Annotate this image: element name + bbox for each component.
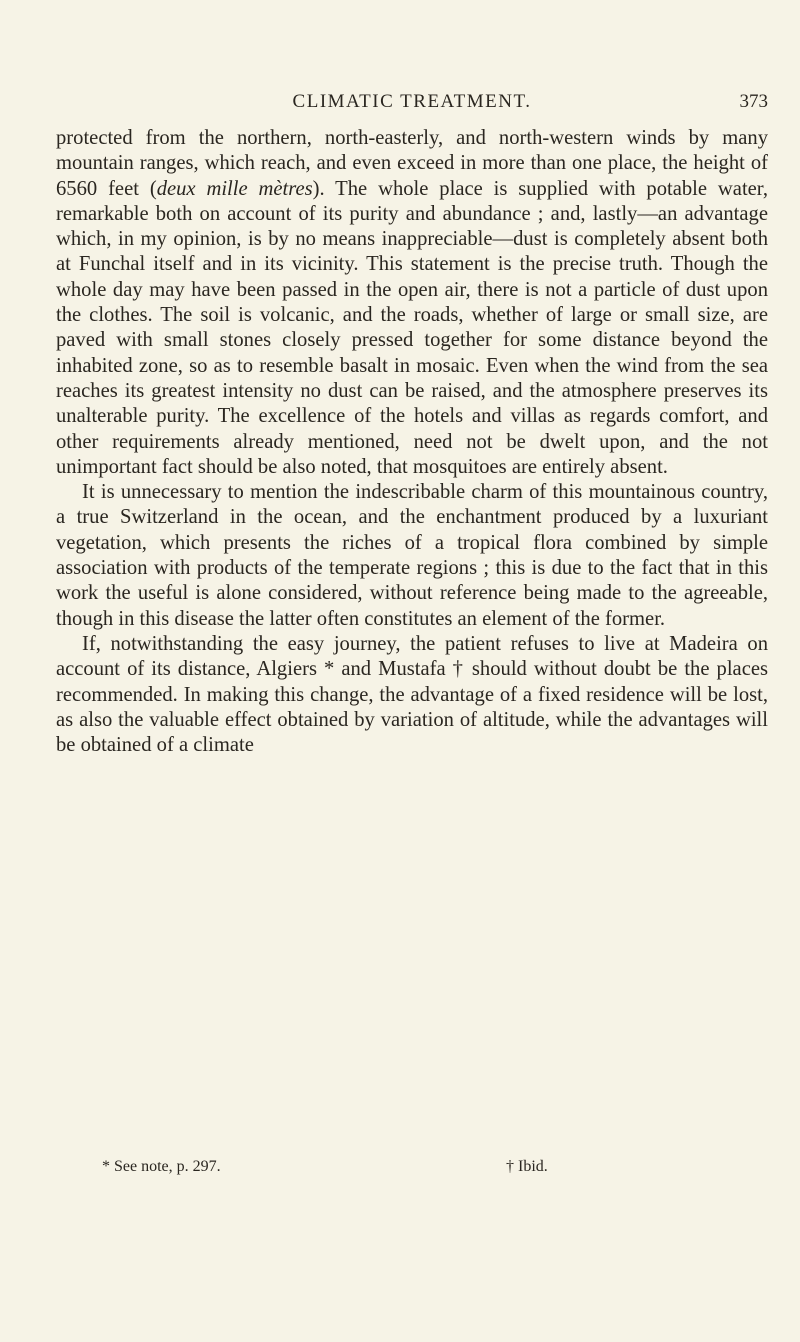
body-text (56, 126, 768, 758)
footnotes (56, 1156, 768, 1178)
paragraph-1-italic: deux mille mètres (156, 177, 313, 200)
running-title: CLIMATIC TREATMENT. (292, 91, 532, 112)
paragraph-3: If, notwithstanding the easy journey, the patient refuses to live at Madeira on account of its distance, Algiers * and Mustafa † should without doubt be the places recommended. In making this change, the advantage of a fixed residence will be lost, as also the valuable effect obtained by variation of altitude, while the advantages will be obtained of a climate (56, 632, 768, 757)
paragraph-1-text-b: ). The whole place is supplied with potable water, remarkable both on account of its purity and abundance ; and, lastly—an advantage which, in my opinion, is by no means inappreciable—dust is completely absent both at Funchal itself and in its vicinity. This statement is the precise truth. Though the whole day may have been passed in the open air, there is not a particle of dust upon the clothes. The soil is volcanic, and the roads, whether of large or small size, are paved with small stones closely pressed together for some distance beyond the inhabited zone, so as to resemble basalt in mosaic. Even when the wind from the sea reaches its greatest intensity no dust can be raised, and the atmosphere preserves its unalterable purity. The excellence of the hotels and villas as regards comfort, and other requirements already mentioned, need not be dwelt upon, and the not unimportant fact should be also noted, that mosquitoes are entirely absent. (56, 177, 768, 478)
footnote-1: * See note, p. 297. (102, 1158, 221, 1175)
paragraph-1-text-a: protected from the northern, north-easterly, and north-western winds by many mountain ranges, which reach, and even exceed in more than one place, the height of 6560 feet ( (56, 127, 768, 200)
footnote-2: † Ibid. (506, 1158, 548, 1175)
paragraph-1 (56, 126, 768, 480)
page-number: 373 (739, 91, 768, 112)
page-header (56, 90, 768, 114)
paragraph-2: It is unnecessary to mention the indescribable charm of this mountainous country, a true Switzerland in the ocean, and the enchantment produced by a luxuriant vegetation, which presents the riches of a tropical flora combined by simple association with products of the temperate regions ; this is due to the fact that in this work the useful is alone considered, without reference being made to the agreeable, though in this disease the latter often constitutes an element of the former. (56, 481, 768, 630)
